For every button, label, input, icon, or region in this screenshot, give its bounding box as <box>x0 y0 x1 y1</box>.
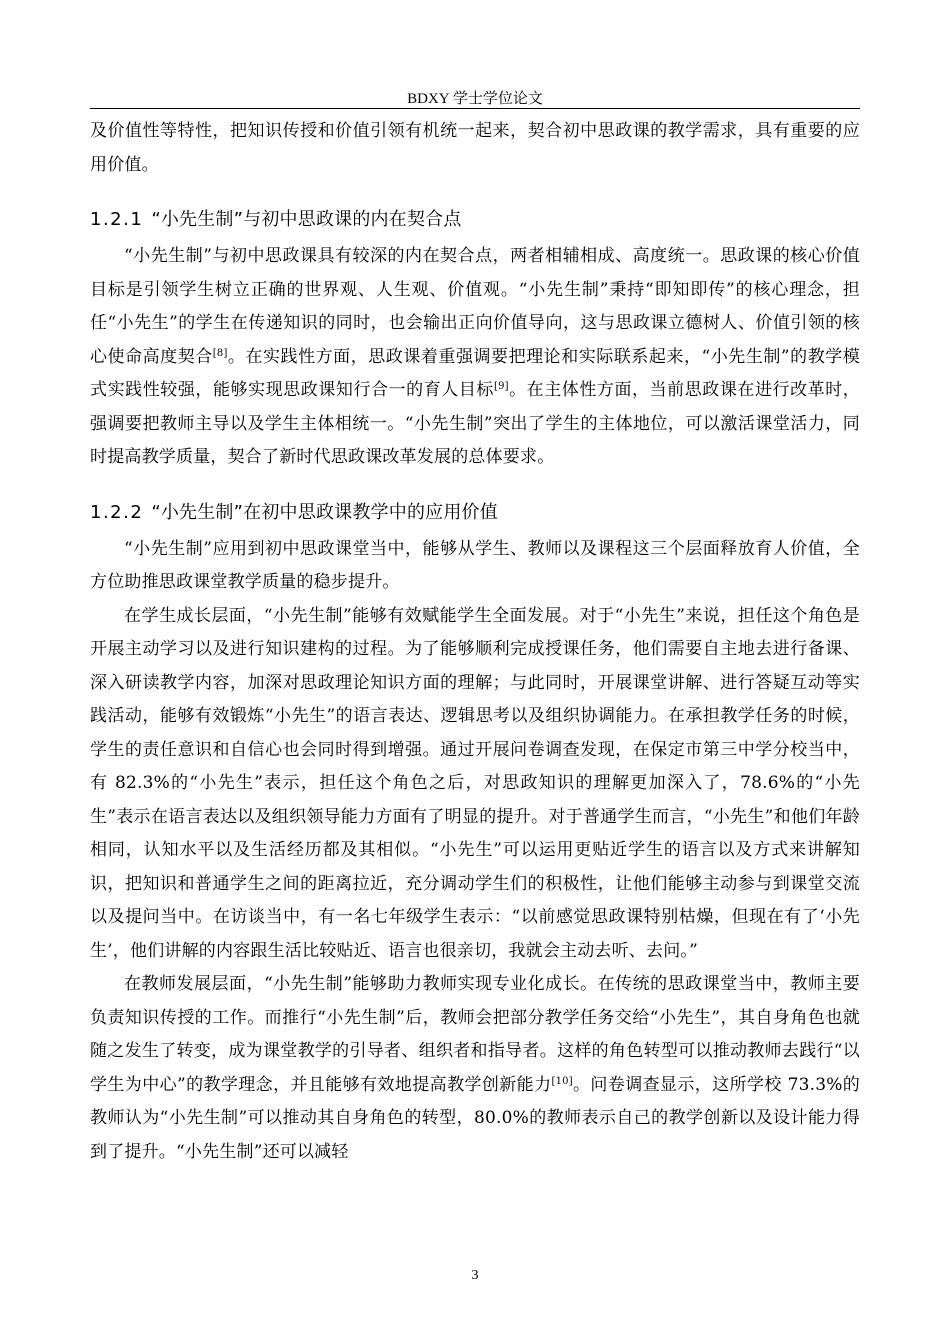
page-number: 3 <box>471 1268 479 1283</box>
paragraph-text: “小先生制”与初中思政课具有较深的内在契合点，两者相辅相成、高度统一。思政课的核心价值目标是引领学生树立正确的世界观、人生观、价值观。“小先生制”秉持“即知即传”的核心理念，担任“小先生”的学生在传递知识的同时，也会输出正向价值导向，这与思政课立德树人、价值引领的核心使命高度契合 <box>90 246 860 367</box>
section-heading-1-2-1 <box>90 200 860 240</box>
citation: [9] <box>493 381 509 392</box>
page-body <box>90 115 860 1169</box>
paragraph-text: 。在实践性方面，思政课着重强调要把理论和实际联系起来，“小先生制”的教学模式实践性较强，能够实现思政课知行合一的育人目标 <box>90 346 860 400</box>
paragraph-text: 。问卷调查显示，这所学校 73.3%的教师认为“小先生制”可以推动其自身角色的转型，80.0%的教师表示自己的教学创新以及设计能力得到了提升。“小先生制”还可以减轻 <box>90 1074 860 1162</box>
section-title: “小先生制”与初中思政课的内在契合点 <box>151 209 462 230</box>
paragraph-text: 在教师发展层面，“小先生制”能够助力教师实现专业化成长。在传统的思政课堂当中，教师主要负责知识传授的工作。而推行“小先生制”后，教师会把部分教学任务交给“小先生”，其自身角色也就随之发生了转变，成为课堂教学的引导者、组织者和指导者。这样的角色转型可以推动教师去践行“以学生为中心”的教学理念，并且能够有效地提高教学创新能力 <box>90 974 860 1095</box>
paragraph-continued: 及价值性等特性，把知识传授和价值引领有机统一起来，契合初中思政课的教学需求，具有重要的应用价值。 <box>90 121 860 175</box>
running-header: BDXY 学士学位论文 <box>407 91 543 107</box>
paragraph <box>90 968 860 1169</box>
section-number: 1.2.2 <box>90 501 144 523</box>
paragraph: “小先生制”应用到初中思政课堂当中，能够从学生、教师以及课程这三个层面释放育人价值，全方位助推思政课堂教学质量的稳步提升。 <box>90 538 860 592</box>
section-heading-1-2-2 <box>90 493 860 533</box>
paragraph <box>90 240 860 475</box>
citation: [10] <box>551 1075 573 1087</box>
paragraph: 在学生成长层面，“小先生制”能够有效赋能学生全面发展。对于“小先生”来说，担任这个角色是开展主动学习以及进行知识建构的过程。为了能够顺利完成授课任务，他们需要自主地去进行备课、深入研读教学内容，加深对思政理论知识方面的理解；与此同时，开展课堂讲解、进行答疑互动等实践活动，能够有效锻炼“小先生”的语言表达、逻辑思考以及组织协调能力。在承担教学任务的时候，学生的责任意识和自信心也会同时得到增强。通过开展问卷调查发现，在保定市第三中学分校当中，有 82.3%的“小先生”表示，担任这个角色之后，对思政知识的理解更加深入了，78.6%的“小先生”表示在语言表达以及组织领导能力方面有了明显的提升。对于普通学生而言，“小先生”和他们年龄相同，认知水平以及生活经历都及其相似。“小先生”可以运用更贴近学生的语言以及方式来讲解知识，把知识和普通学生之间的距离拉近，充分调动学生们的积极性，让他们能够主动参与到课堂交流以及提问当中。在访谈当中，有一名七年级学生表示：“以前感觉思政课特别枯燥，但现在有了‘小先生’，他们讲解的内容跟生活比较贴近、语言也很亲切，我就会主动去听、去问。” <box>90 605 860 961</box>
citation: [8] <box>212 347 228 359</box>
section-number: 1.2.1 <box>90 209 144 230</box>
section-title: “小先生制”在初中思政课教学中的应用价值 <box>151 501 498 523</box>
header-divider <box>90 108 860 109</box>
paragraph-text: 。在主体性方面，当前思政课在进行改革时，强调要把教师主导以及学生主体相统一。“小先生制”突出了学生的主体地位，可以激活课堂活力，同时提高教学质量，契合了新时代思政课改革发展的总体要求。 <box>90 380 861 467</box>
